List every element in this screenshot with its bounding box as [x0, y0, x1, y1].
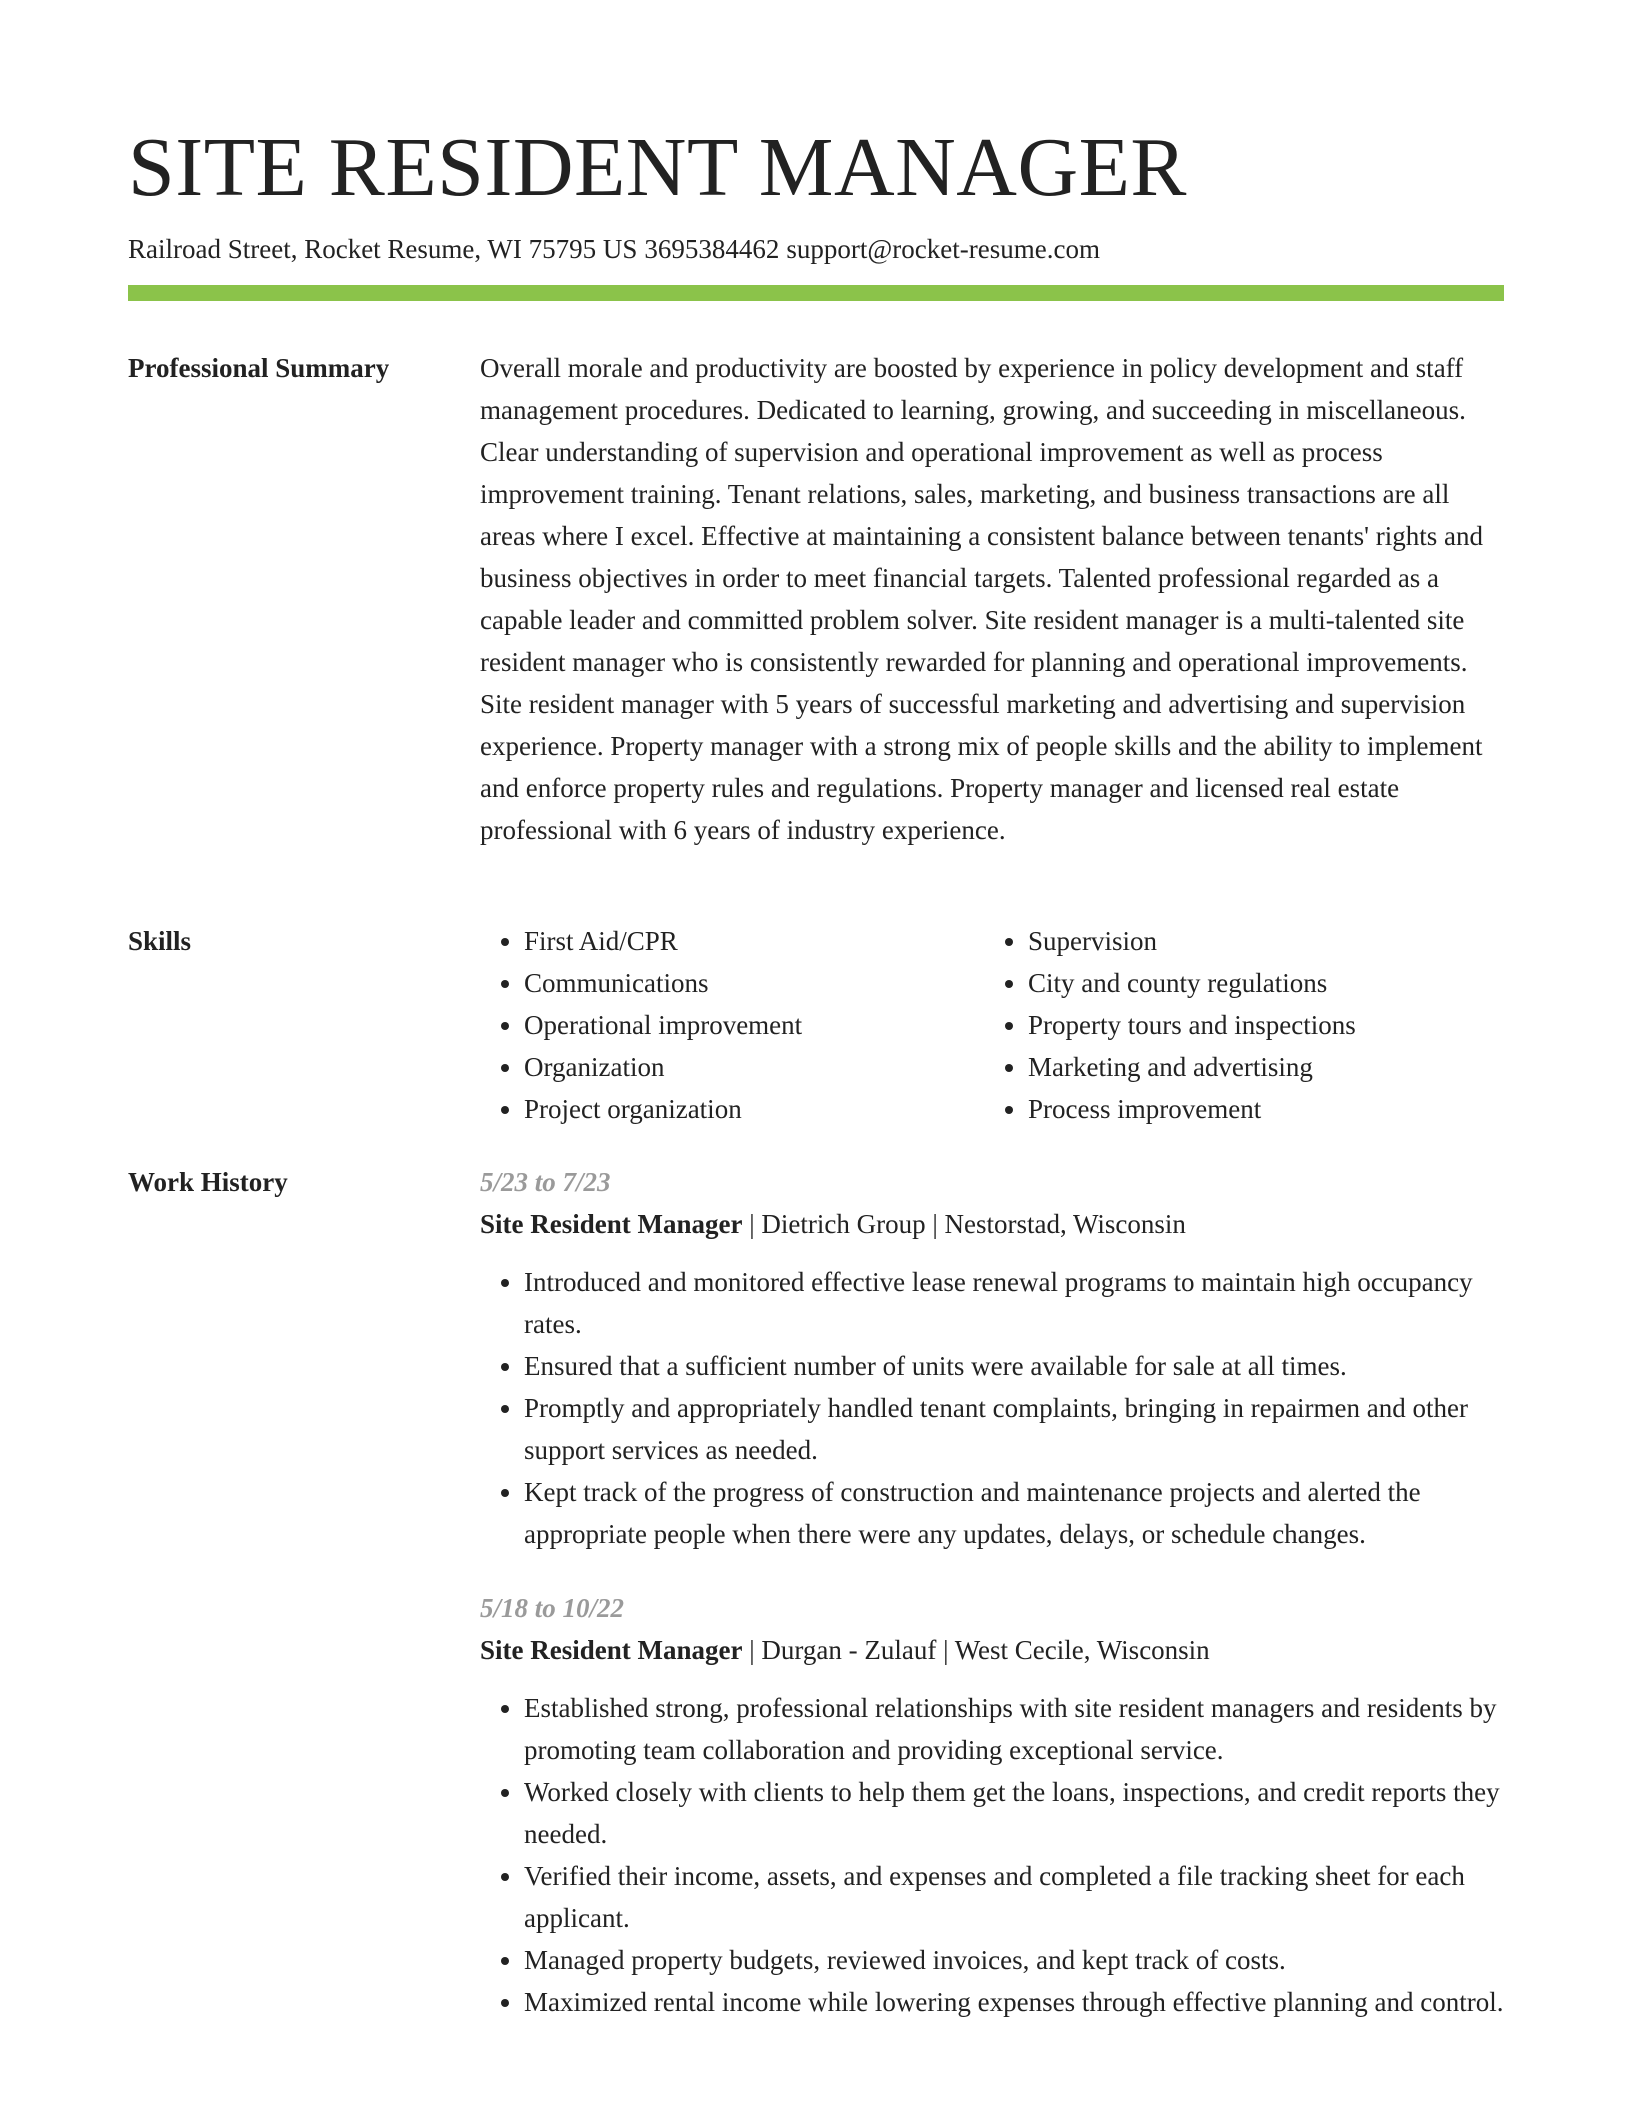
skill-item: • Process improvement — [1028, 1088, 1488, 1130]
skill-item: • City and county regulations — [1028, 962, 1488, 1004]
skill-item: • Supervision — [1028, 920, 1488, 962]
skill-item: • Property tours and inspections — [1028, 1004, 1488, 1046]
job-bullet: • Kept track of the progress of construction and maintenance projects and alerted the appropriate people when there were any updates, delays, or schedule changes. — [524, 1471, 1504, 1555]
contact-line — [128, 232, 1100, 266]
job-details: | Dietrich Group | Nestorstad, Wisconsin — [742, 1209, 1186, 1239]
job-dates: 5/18 to 10/22 — [480, 1593, 625, 1623]
summary-text: Overall morale and productivity are boosted by experience in policy development and staff management procedures. Dedicated to learning, growing, and succeeding in miscellaneous. Clear understanding of supervision and operational improvement as well as process improvement training. Tenant relations, sales, marketing, and business transactions are all areas where I excel. Effective at maintaining a consistent balance between tenants' rights and business objectives in order to meet financial targets. Talented professional regarded as a capable leader and committed problem solver. Site resident manager is a multi-talented site resident manager who is consistently rewarded for planning and operational improvements. Site resident manager with 5 years of successful marketing and advertising and supervision experience. Property manager with a strong mix of people skills and the ability to implement and enforce property rules and regulations. Property manager and licensed real estate professional with 6 years of industry experience. — [480, 353, 1483, 845]
skill-item: • Project organization — [524, 1088, 984, 1130]
job-bullet: • Maximized rental income while lowering expenses through effective planning and control. — [524, 1981, 1504, 2023]
skills-list-left — [480, 920, 984, 1130]
skills-column-left — [480, 920, 984, 1130]
job-bullet: • Promptly and appropriately handled tenant complaints, bringing in repairmen and other support services as needed. — [524, 1387, 1504, 1471]
skill-item: • First Aid/CPR — [524, 920, 984, 962]
skill-item: • Organization — [524, 1046, 984, 1088]
job-bullets — [480, 1261, 1504, 1555]
work-history-heading: Work History — [128, 1167, 288, 1197]
job-title: Site Resident Manager — [480, 1209, 743, 1239]
job-bullets — [480, 1687, 1504, 2023]
job-details: | Durgan - Zulauf | West Cecile, Wisconsin — [742, 1635, 1210, 1665]
job-dates: 5/23 to 7/23 — [480, 1167, 611, 1197]
job-bullet: • Verified their income, assets, and expenses and completed a file tracking sheet for each applicant. — [524, 1855, 1504, 1939]
skills-heading: Skills — [128, 926, 192, 956]
resume-name: SITE RESIDENT MANAGER — [128, 121, 1187, 214]
job-header — [480, 1203, 1504, 1245]
skills-body — [480, 920, 1504, 1130]
job-bullet: • Established strong, professional relationships with site resident managers and residents by promoting team collaboration and providing exceptional service. — [524, 1687, 1504, 1771]
skills-list-right — [984, 920, 1488, 1130]
header-accent-rule — [128, 285, 1504, 301]
skill-item: • Marketing and advertising — [1028, 1046, 1488, 1088]
contact-phone: 3695384462 — [644, 234, 780, 264]
job-bullet: • Introduced and monitored effective lease renewal programs to maintain high occupancy rates. — [524, 1261, 1504, 1345]
contact-email: support@rocket-resume.com — [786, 234, 1100, 264]
skills-grid — [480, 920, 1504, 1130]
summary-body — [480, 347, 1504, 851]
job-entry — [480, 1587, 1504, 2023]
skills-column-right — [984, 920, 1488, 1130]
work-history-body — [480, 1161, 1504, 2023]
job-entry — [480, 1161, 1504, 1555]
summary-heading: Professional Summary — [128, 353, 390, 383]
job-bullet: • Managed property budgets, reviewed invoices, and kept track of costs. — [524, 1939, 1504, 1981]
contact-address: Railroad Street, Rocket Resume, WI 75795 US — [128, 234, 638, 264]
skill-item: • Operational improvement — [524, 1004, 984, 1046]
skill-item: • Communications — [524, 962, 984, 1004]
job-header — [480, 1629, 1504, 1671]
job-bullet: • Ensured that a sufficient number of units were available for sale at all times. — [524, 1345, 1504, 1387]
job-bullet: • Worked closely with clients to help them get the loans, inspections, and credit reports they needed. — [524, 1771, 1504, 1855]
job-title: Site Resident Manager — [480, 1635, 743, 1665]
